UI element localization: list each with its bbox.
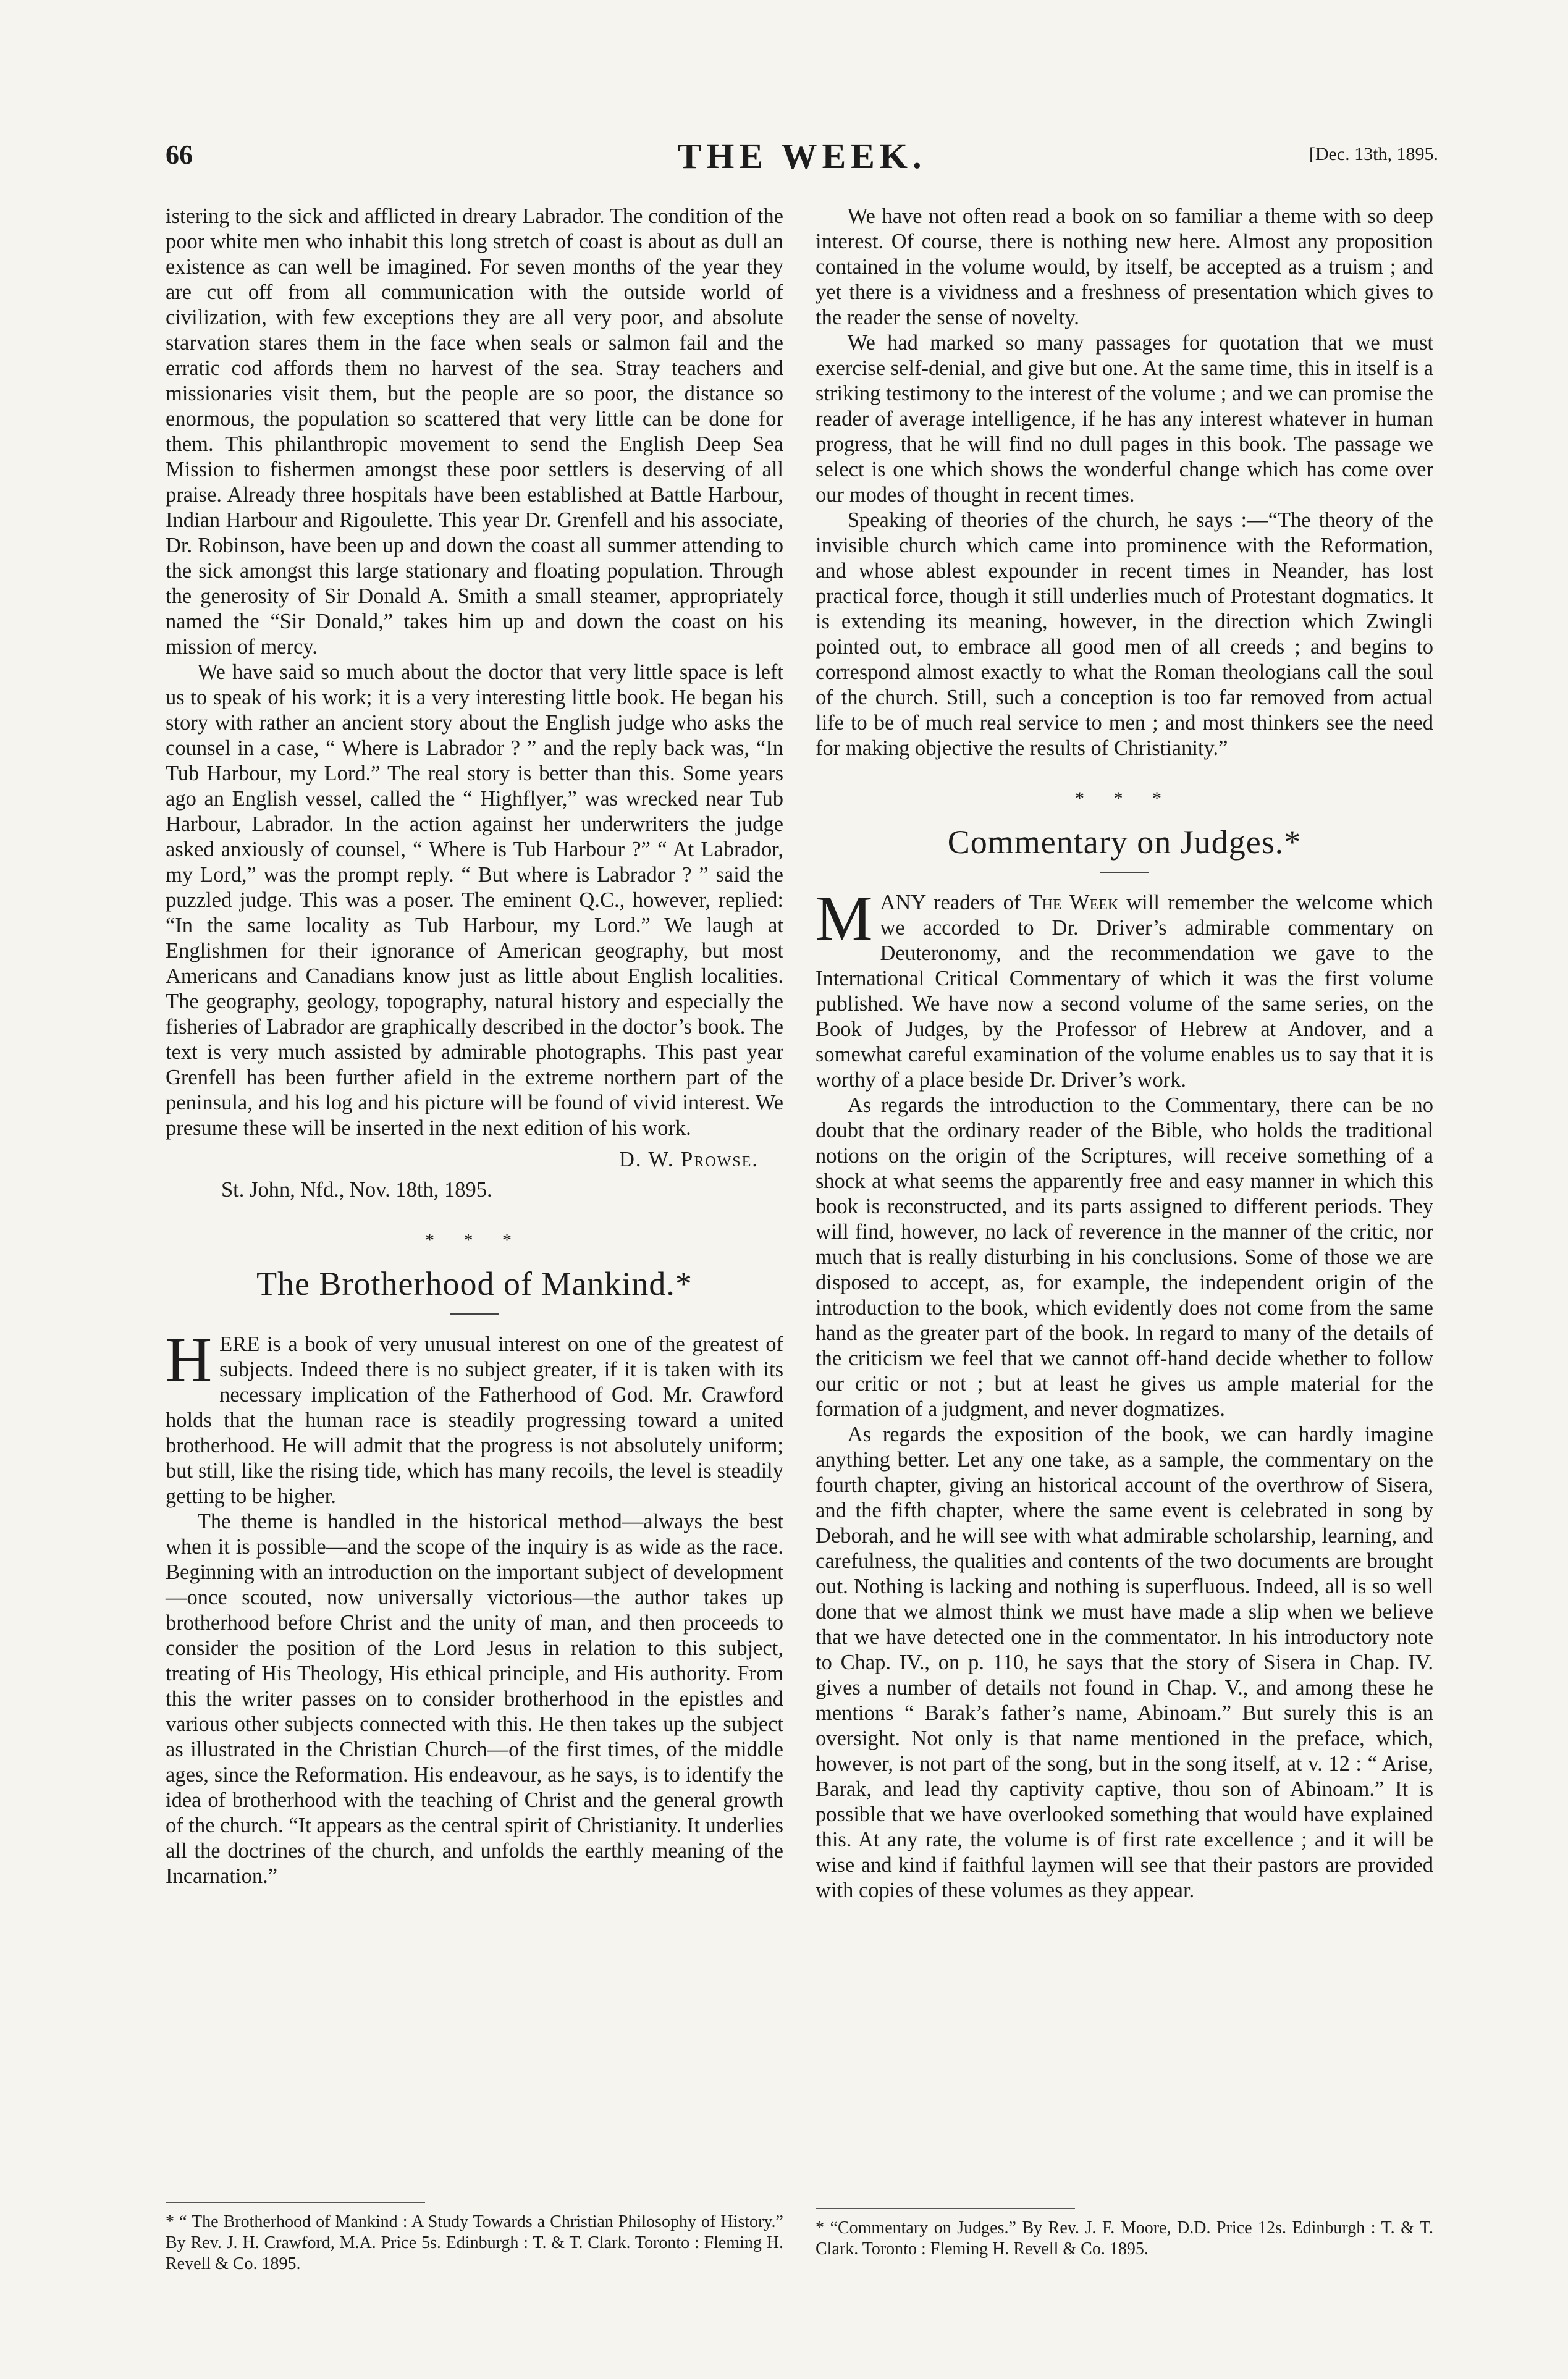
article-paragraph: As regards the introduction to the Commentary, there can be no doubt that the ordinary reader of the Bible, who holds the traditional notions on the origin of the Scriptures, will receive something of a shock at what seems the apparently free and easy manner in which this book is reconstructed, and its parts assigned to different periods. They will find, however, no lack of reverence in the manner of the critic, nor much that is really disturbing in his conclusions. Some of those we are disposed to accept, as, for example, the independent origin of the introduction to the book, which evidently does not come from the same hand as the greater part of the book. In regard to many of the details of the criticism we feel that we cannot off-hand decide whether to follow our critic or not ; but at least he gives us ample material for the formation of a judgment, and never dogmatizes. <box>816 1093 1433 1421</box>
signature-text: D. W. Prowse. <box>619 1148 759 1171</box>
footnote-rule <box>166 2202 425 2203</box>
title-rule <box>1100 872 1149 873</box>
section-title: Commentary on Judges.* <box>947 823 1302 861</box>
article-paragraph: Speaking of theories of the church, he says :—“The theory of the invisible church which came into prominence with the Reformation, and whose ablest expounder in recent times in Neander, has lost practical force, though it still underlies much of Protestant dogmatics. It is extending its meaning, however, in the direction which Zwingli pointed out, to embrace all good men of all creeds ; and begins to correspond almost exactly to what the Roman theologians call the soul of the church. Still, such a conception is too far removed from actual life to be of much real service to men ; and most thinkers see the need for making objective the results of Christianity.” <box>816 508 1433 760</box>
title-rule <box>450 1313 499 1315</box>
article-paragraph: We had marked so many passages for quotation that we must exercise self-denial, and give but one. At the same time, this in itself is a striking testimony to the interest of the volume ; and we can promise the reader of average intelligence, if he has any interest whatever in human progress, that he will find no dull pages in this book. The passage we select is one which shows the wonderful change which has come over our modes of thought in recent times. <box>816 331 1433 507</box>
article-paragraph: istering to the sick and afflicted in dreary Labrador. The condition of the poor white men who inhabit this long stretch of coast is about as dull an existence as can well be imagined. For seven months of the year they are cut off from all communication with the outside world of civilization, with few exceptions they are all very poor, and absolute starvation stares them in the face when seals or salmon fail and the erratic cod affords them no harvest of the sea. Stray teachers and missionaries visit them, but the people are so poor, the distance so enormous, the population so scattered that very little can be done for them. This philanthropic movement to send the English Deep Sea Mission to fishermen amongst these poor settlers is deserving of all praise. Already three hospitals have been established at Battle Harbour, Indian Harbour and Rigoulette. This year Dr. Grenfell and his associate, Dr. Robinson, have been up and down the coast all summer attending to the sick amongst this large stationary and floating population. Through the generosity of Sir Donald A. Smith a small steamer, appropriately named the “Sir Donald,” takes him up and down the coast on his mission of mercy. <box>166 204 783 659</box>
article-paragraph <box>816 883 1433 1093</box>
author-signature <box>166 1147 759 1173</box>
article-paragraph: The theme is handled in the historical method—always the best when it is possible—and the scope of the inquiry is as wide as the race. Beginning with an introduction on the important subject of development—once scouted, now universally victorious—the author takes up brotherhood before Christ and the unity of man, and then proceeds to consider the position of the Lord Jesus in relation to this subject, treating of His Theology, His ethical principle, and His authority. From this the writer passes on to consider brotherhood in the epistles and various other subjects connected with this. He then takes up the subject as illustrated in the Christian Church—of the first times, of the middle ages, since the Reformation. His endeavour, as he says, is to identify the idea of brotherhood with the teaching of Christ and the general growth of the church. “It appears as the central spirit of Christianity. It underlies all the doctrines of the church, and unfolds the earthly meaning of the Incarnation.” <box>166 1510 783 1888</box>
paragraph-text: ANY readers of <box>880 891 1021 914</box>
publication-name: The Week <box>1029 891 1119 914</box>
drop-cap: H <box>166 1324 213 1396</box>
paragraph-text: will remember the welcome which we accorded to Dr. Driver’s admirable commentary on Deuteronomy, and the recommendation we gave to the International Critical Commentary of which it was the first volume published. We have now a second volume of the same series, on the Book of Judges, by the Professor of Hebrew at Andover, and a somewhat careful examination of the volume enables us to say that it is worthy of a place beside Dr. Driver’s work. <box>816 891 1433 1092</box>
footnote-block <box>166 2175 783 2275</box>
drop-cap: M <box>816 883 873 954</box>
article-paragraph: We have said so much about the doctor that very little space is left us to speak of his work; it is a very interesting little book. He began his story with rather an ancient story about the English judge who asks the counsel in a case, “ Where is Labrador ? ” and the reply back was, “In Tub Harbour, my Lord.” The real story is better than this. Some years ago an English vessel, called the “ Highflyer,” was wrecked near Tub Harbour, Labrador. In the action against her underwriters the judge asked anxiously of counsel, “ Where is Tub Harbour ?” “ At Labrador, my Lord,” was the prompt reply. “ But where is Labrador ? ” said the puzzled judge. This was a poser. The eminent Q.C., however, replied: “In the same locality as Tub Harbour, my Lord.” We laugh at Englishmen for their ignorance of American geography, but most Americans and Canadians know just as little about English localities. The geography, geology, topography, natural history and especially the fisheries of Labrador are graphically described in the doctor’s book. The text is very much assisted by admirable photographs. This past year Grenfell has been further afield in the extreme northern part of the peninsula, and his log and his picture will be found of vivid interest. We presume these will be inserted in the next edition of his work. <box>166 660 783 1140</box>
footnote-block <box>816 2181 1433 2260</box>
page-number: 66 <box>166 140 193 170</box>
article-paragraph: As regards the exposition of the book, we can hardly imagine anything better. Let any one take, as a sample, the commentary on the fourth chapter, giving an historical account of the overthrow of Sisera, and the fifth chapter, where the same event is celebrated in song by Deborah, and he will see with what admirable scholarship, learning, and carefulness, the qualities and contents of the two documents are brought out. Nothing is lacking and nothing is superfluous. Indeed, all is so well done that we almost think we must have made a slip when we believe that we have detected one in the commentator. In his introductory note to Chap. IV., on p. 110, he says that the story of Sisera in Chap. IV. gives a number of details not found in Chap. V., and among these he mentions “ Barak’s father’s name, Abinoam.” But surely this is an oversight. Not only is that name mentioned in the preface, which, however, is not part of the song, but in the song itself, at v. 12 : “ Arise, Barak, and lead thy captivity captive, thou son of Abinoam.” It is possible that we have overlooked something that would have explained this. At any rate, the volume is of first rate excellence ; and it will be wise and kind if faithful laymen will see that their pastors are provided with copies of these volumes as they appear. <box>816 1423 1433 1902</box>
section-title: The Brotherhood of Mankind.* <box>256 1265 693 1302</box>
footnote: * “Commentary on Judges.” By Rev. J. F. Moore, D.D. Price 12s. Edinburgh : T. & T. Clark. Toronto : Fleming H. Revell & Co. 1895. <box>816 2218 1433 2259</box>
footnote-rule <box>816 2208 1075 2209</box>
paragraph-text: ERE is a book of very unusual interest on one of the greatest of subjects. Indeed there is no subject greater, if it is taken with its necessary implication of the Fatherhood of God. Mr. Crawford holds that the human race is steadily progressing toward a united brotherhood. He will admit that the progress is not absolutely uniform; but still, like the rising tide, which has many recoils, the level is steadily getting to be higher. <box>166 1333 783 1508</box>
page-header <box>166 136 1438 188</box>
article-paragraph: We have not often read a book on so familiar a theme with so deep interest. Of course, there is nothing new here. Almost any proposition contained in the volume would, by itself, be accepted as a truism ; and yet there is a vividness and a freshness of presentation which gives to the reader the sense of novelty. <box>816 204 1433 329</box>
article-paragraph <box>166 1324 783 1509</box>
issue-date: [Dec. 13th, 1895. <box>1309 144 1438 164</box>
place-date: St. John, Nfd., Nov. 18th, 1895. <box>221 1178 492 1202</box>
section-divider: * * * <box>425 1230 524 1250</box>
section-divider: * * * <box>1075 788 1174 809</box>
masthead-title: THE WEEK. <box>677 136 927 176</box>
right-column <box>816 204 1433 2259</box>
left-column <box>166 204 783 2273</box>
footnote: * “ The Brotherhood of Mankind : A Study Towards a Christian Philosophy of History.” By Rev. J. H. Crawford, M.A. Price 5s. Edinburgh : T. & T. Clark. Toronto : Fleming H. Revell & Co. 1895. <box>166 2212 783 2273</box>
